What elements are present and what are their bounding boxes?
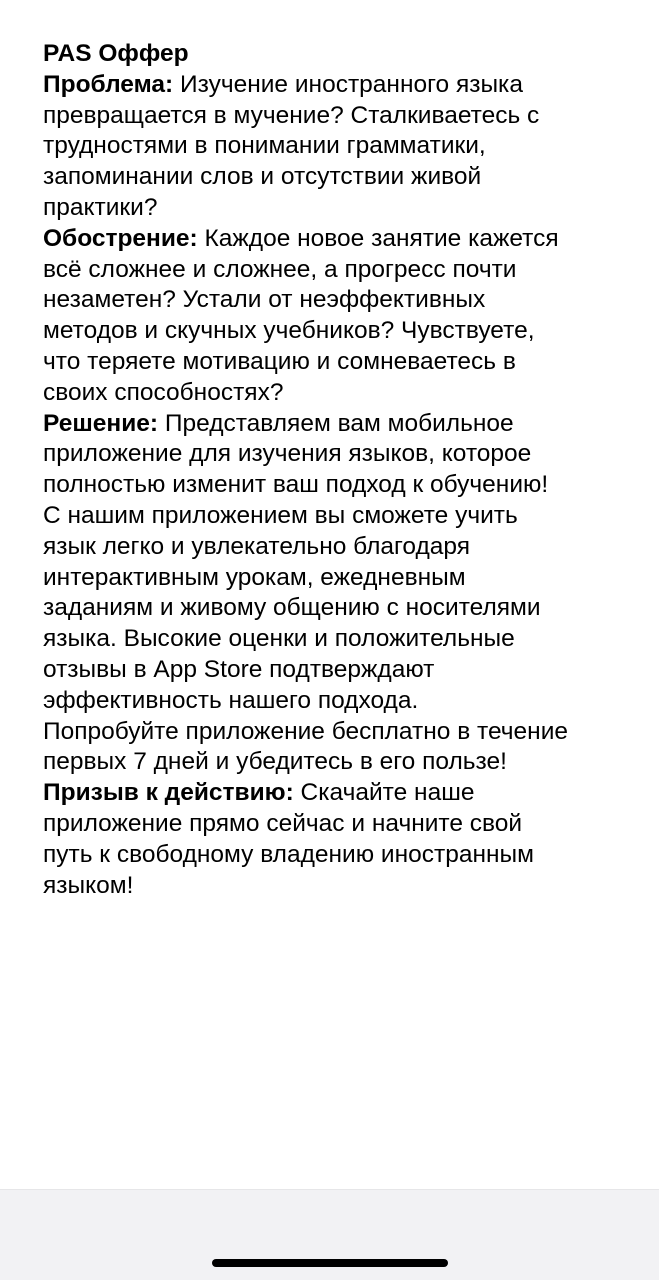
section-text-line: полностью изменит ваш подход к обучению! xyxy=(43,471,549,499)
section-text-line: языком! xyxy=(43,871,134,899)
message-title: PAS Оффер xyxy=(43,40,189,67)
section-text-line: запоминании слов и отсутствии живой xyxy=(43,163,482,191)
section-text-line: методов и скучных учебников? Чувствуете, xyxy=(43,317,535,345)
section-label: Решение: xyxy=(43,409,159,437)
section-text-line: интерактивным урокам, ежедневным xyxy=(43,563,466,591)
section-solution xyxy=(43,409,633,779)
section-text: Каждое новое занятие кажется xyxy=(197,224,559,252)
section-text-line: языка. Высокие оценки и положительные xyxy=(43,625,515,653)
section-text-line: путь к свободному владению иностранным xyxy=(43,840,534,868)
section-text-line: Попробуйте приложение бесплатно в течение xyxy=(43,717,569,745)
section-label: Призыв к действию: xyxy=(43,779,294,807)
section-text-line: заданиям и живому общению с носителями xyxy=(43,594,541,622)
section-text-line: отзывы в App Store подтверждают xyxy=(43,655,435,683)
section-aggravation xyxy=(43,224,633,409)
section-label: Обострение: xyxy=(43,224,198,252)
section-text-line: превращается в мучение? Сталкиваетесь с xyxy=(43,101,540,129)
home-indicator[interactable] xyxy=(212,1259,448,1267)
section-text-line: приложение прямо сейчас и начните свой xyxy=(43,809,523,837)
section-call-to-action xyxy=(43,778,633,901)
section-text-line: приложение для изучения языков, которое xyxy=(43,440,532,468)
section-text-line: всё сложнее и сложнее, а прогресс почти xyxy=(43,255,517,283)
section-first-line xyxy=(43,224,633,255)
section-text-line: что теряете мотивацию и сомневаетесь в xyxy=(43,347,516,375)
section-text: Изучение иностранного языка xyxy=(173,70,523,98)
section-problem xyxy=(43,70,633,224)
section-first-line xyxy=(43,70,633,101)
section-text-line: язык легко и увлекательно благодаря xyxy=(43,532,471,560)
section-first-line xyxy=(43,778,633,809)
section-text-line: трудностями в понимании грамматики, xyxy=(43,132,486,160)
section-text: Скачайте наше xyxy=(293,779,475,807)
section-text-line: своих способностях? xyxy=(43,378,284,406)
section-text-line: С нашим приложением вы сможете учить xyxy=(43,501,518,529)
section-label: Проблема: xyxy=(43,70,174,98)
message-text xyxy=(43,39,633,901)
section-text-line: незаметен? Устали от неэффективных xyxy=(43,286,486,314)
section-text-line: практики? xyxy=(43,193,158,221)
section-text-line: эффективность нашего подхода. xyxy=(43,686,419,714)
section-text-line: первых 7 дней и убедитесь в его пользе! xyxy=(43,748,507,776)
section-text: Представляем вам мобильное xyxy=(158,409,514,437)
section-first-line xyxy=(43,409,633,440)
